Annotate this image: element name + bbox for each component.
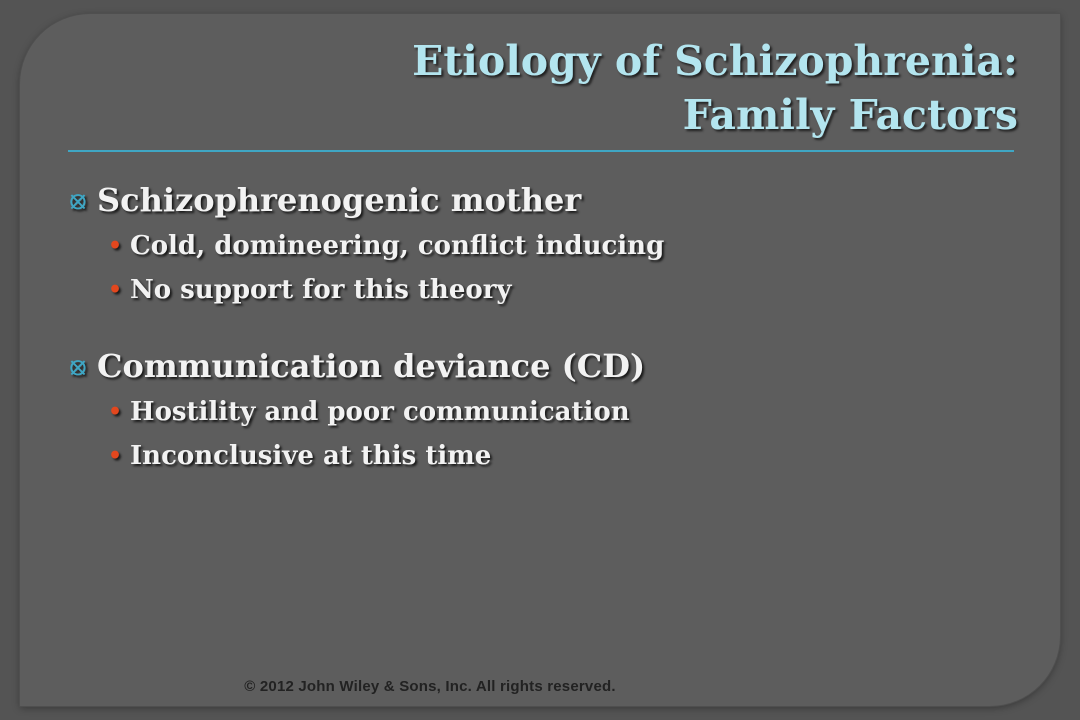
title-line-2: Family Factors <box>682 91 1018 139</box>
subpoint <box>108 434 1030 478</box>
topic-heading-text: Communication deviance (CD) <box>97 347 646 385</box>
subpoint-text: Hostility and poor communication <box>130 397 630 427</box>
subpoint-text: Cold, domineering, conflict inducing <box>130 231 665 261</box>
circled-cross-icon: ⦻ <box>70 185 86 214</box>
slide-content <box>70 176 1030 478</box>
dot-icon: • <box>108 233 123 259</box>
subpoint <box>108 268 1030 312</box>
slide-title <box>412 34 1018 142</box>
subpoint-text: No support for this theory <box>130 275 512 305</box>
title-line-1: Etiology of Schizophrenia: <box>412 37 1018 85</box>
topic-heading <box>70 342 1030 390</box>
subpoint <box>108 224 1030 268</box>
subpoint-text: Inconclusive at this time <box>130 441 492 471</box>
topic-heading-text: Schizophrenogenic mother <box>97 181 582 219</box>
copyright-footer: © 2012 John Wiley & Sons, Inc. All rights reserved. <box>244 678 616 695</box>
dot-icon: • <box>108 277 123 303</box>
title-divider <box>68 150 1014 152</box>
spacer <box>70 312 1030 342</box>
dot-icon: • <box>108 399 123 425</box>
circled-cross-icon: ⦻ <box>70 351 86 380</box>
topic-heading <box>70 176 1030 224</box>
subpoint <box>108 390 1030 434</box>
dot-icon: • <box>108 443 123 469</box>
